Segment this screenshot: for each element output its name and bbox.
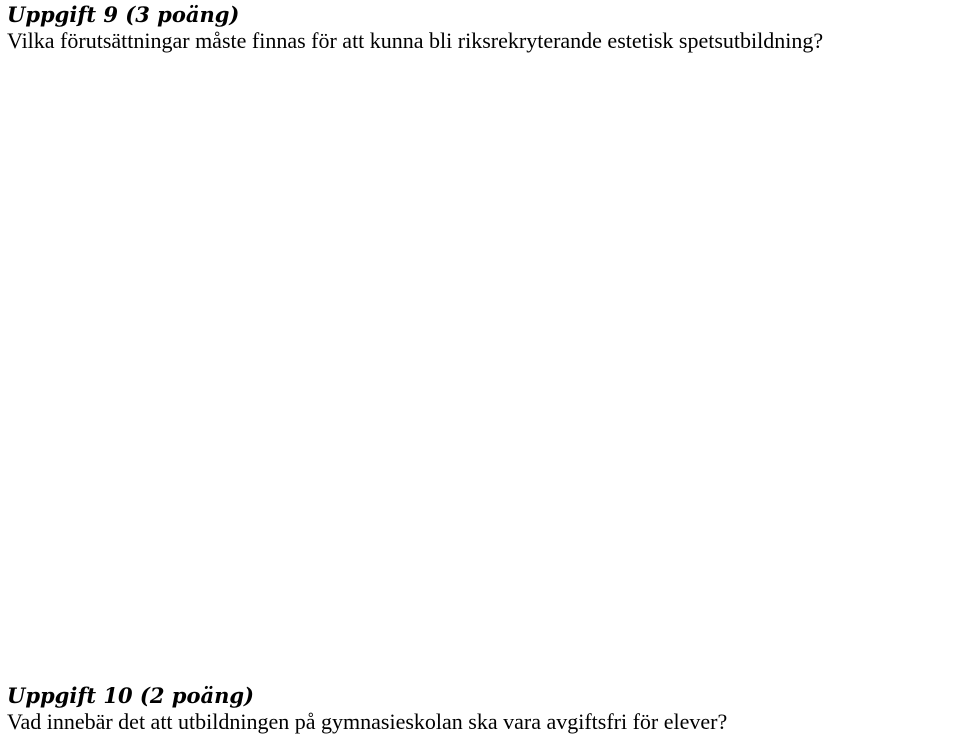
task-question: Vilka förutsättningar måste finnas för att kunna bli riksrekryterande estetisk spetsutbildning? bbox=[7, 28, 824, 53]
task-9 bbox=[7, 2, 953, 54]
task-question: Vad innebär det att utbildningen på gymnasieskolan ska vara avgiftsfri för elever? bbox=[7, 709, 728, 734]
task-heading: Uppgift 10 (2 poäng) bbox=[7, 683, 254, 708]
task-10 bbox=[7, 683, 953, 735]
task-heading: Uppgift 9 (3 poäng) bbox=[7, 2, 240, 27]
